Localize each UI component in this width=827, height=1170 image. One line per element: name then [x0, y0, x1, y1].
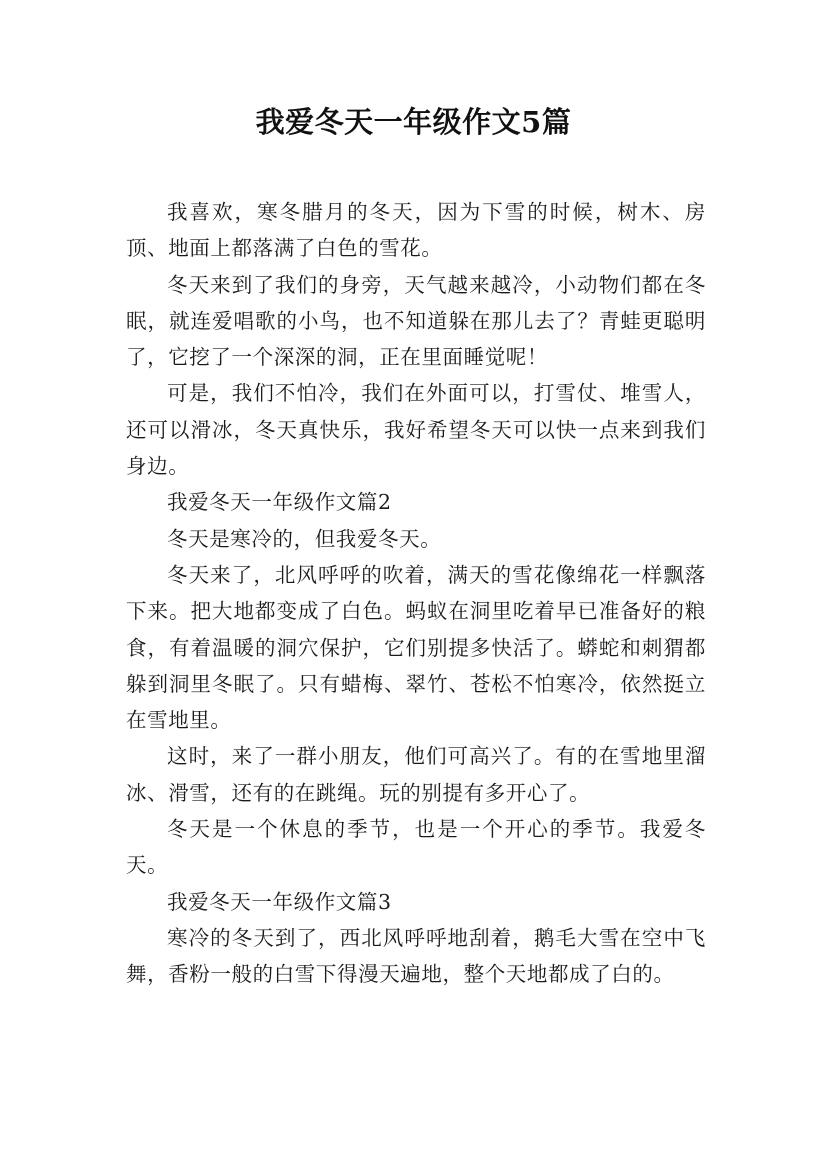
paragraph-6: 这时，来了一群小朋友，他们可高兴了。有的在雪地里溜冰、滑雪，还有的在跳绳。玩的别提有多开心了。: [126, 744, 706, 805]
paragraph-5: 冬天来了，北风呼呼的吹着，满天的雪花像绵花一样飘落下来。把大地都变成了白色。蚂蚁在洞里吃着早已准备好的粮食，有着温暖的洞穴保护，它们别提多快活了。蟒蛇和刺猬都躲到洞里冬眠了。只有蜡梅、翠竹、苍松不怕寒冷，依然挺立在雪地里。: [126, 562, 706, 733]
paragraph-4: 冬天是寒冷的，但我爱冬天。: [167, 526, 442, 551]
paragraph-7: 冬天是一个休息的季节，也是一个开心的季节。我爱冬天。: [126, 817, 706, 878]
document-title: 我爱冬天一年级作文5篇: [255, 105, 572, 139]
paragraph-1: 我喜欢，寒冬腊月的冬天，因为下雪的时候，树木、房顶、地面上都落满了白色的雪花。: [126, 200, 706, 261]
section-heading-3: 我爱冬天一年级作文篇3: [167, 889, 392, 914]
paragraph-2: 冬天来到了我们的身旁，天气越来越冷，小动物们都在冬眠，就连爱唱歌的小鸟，也不知道躲在那儿去了？青蛙更聪明了，它挖了一个深深的洞，正在里面睡觉呢！: [126, 272, 706, 370]
document-body: [126, 194, 706, 993]
paragraph-3: 可是，我们不怕冷，我们在外面可以，打雪仗、堆雪人，还可以滑冰，冬天真快乐，我好希望冬天可以快一点来到我们身边。: [126, 381, 706, 479]
section-heading-2: 我爱冬天一年级作文篇2: [167, 490, 392, 515]
paragraph-8: 寒冷的冬天到了，西北风呼呼地刮着，鹅毛大雪在空中飞舞，香粉一般的白雪下得漫天遍地，整个天地都成了白的。: [126, 925, 706, 987]
